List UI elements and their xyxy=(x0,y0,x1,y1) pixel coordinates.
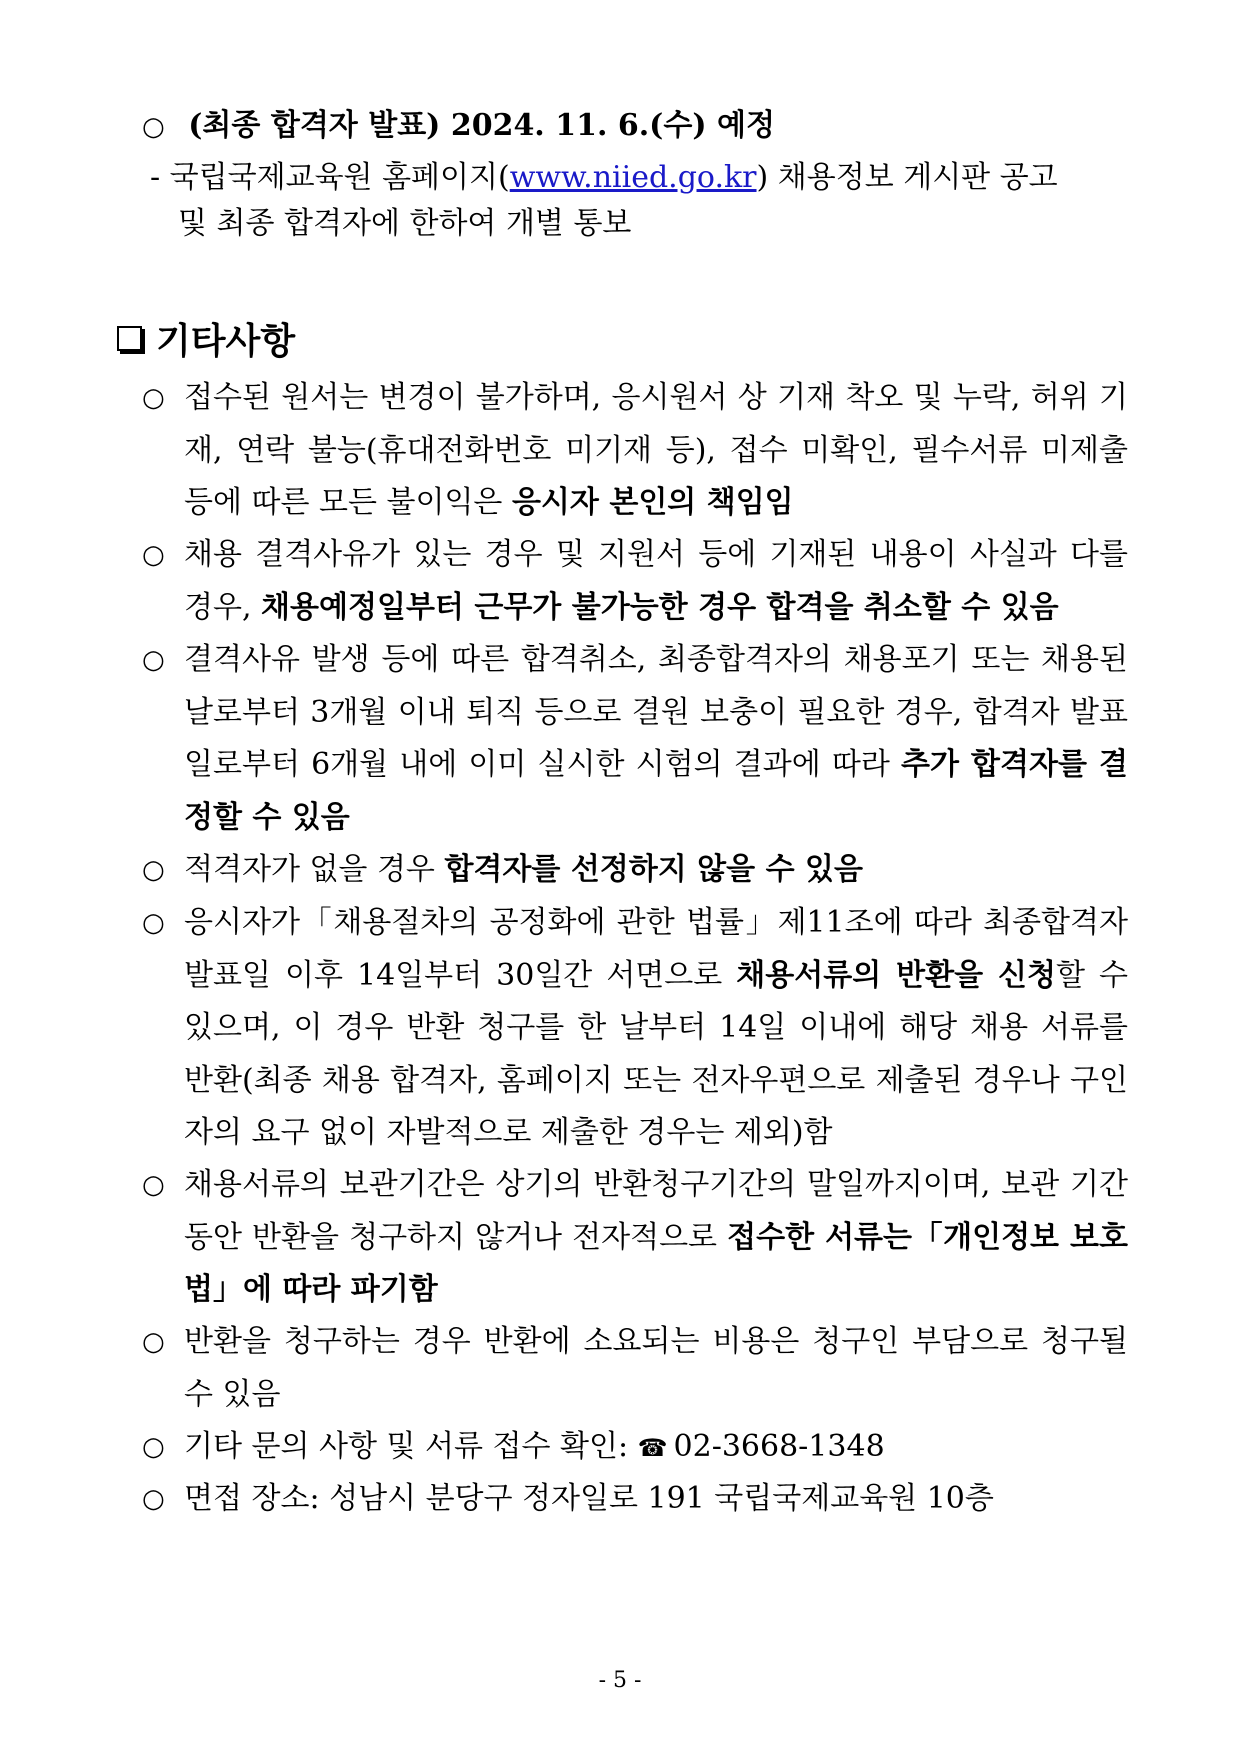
list-item-text: 결격사유 발생 등에 따른 합격취소, 최종합격자의 채용포기 또는 채용된 날로부터 3개월 이내 퇴직 등으로 결원 보충이 필요한 경우, 합격자 발표일로부터 6개월 내에 이미 실시한 시험의 결과에 따라 xyxy=(184,642,1128,782)
announcement-detail-prefix: - 국립국제교육원 홈페이지( xyxy=(150,160,510,195)
list-item-text: 채용서류의 보관기간은 상기의 반환청구기간의 말일까지이며, 보관 기간동안 반환을 청구하지 않거나 전자적으로 xyxy=(184,1167,1128,1255)
list-item-bold-text: 추가 합격자를 결정할 수 있음 xyxy=(184,747,1128,835)
list-item-text: 반환을 청구하는 경우 반환에 소요되는 비용은 청구인 부담으로 청구될 수 있음 xyxy=(184,1324,1128,1412)
list-item-text: 응시자가「채용절차의 공정화에 관한 법률」제11조에 따라 최종합격자 발표일 이후 14일부터 30일간 서면으로 xyxy=(184,905,1128,993)
list-item-bold-text: 합격자를 선정하지 않을 수 있음 xyxy=(444,852,863,887)
list-item-bold-text: 접수한 서류는「개인정보 보호법」에 따라 파기함 xyxy=(184,1219,1128,1307)
list-item xyxy=(184,844,1128,897)
bullet-circle: ○ xyxy=(142,1170,165,1200)
list-item-bold-text: 응시자 본인의 책임임 xyxy=(511,485,794,520)
bullet-circle: ○ xyxy=(142,645,165,675)
bullet-circle: ○ xyxy=(142,112,165,142)
bullet-circle: ○ xyxy=(142,383,165,413)
section-header xyxy=(117,313,295,364)
bullet-circle: ○ xyxy=(142,1432,165,1462)
list-item-text: 할 수 있으며, 이 경우 반환 청구를 한 날부터 14일 이내에 해당 채용 서류를 반환(최종 채용 합격자, 홈페이지 또는 전자우편으로 제출된 경우나 구인자의 요구 없이 자발적으로 제출한 경우는 제외)함 xyxy=(184,957,1128,1150)
list-item xyxy=(184,1159,1128,1317)
list-item-bold-text: 채용서류의 반환을 신청 xyxy=(736,957,1056,993)
bullet-circle: ○ xyxy=(142,908,165,938)
page-number: - 5 - xyxy=(598,1668,642,1693)
list-item-bold-text: 채용예정일부터 근무가 불가능한 경우 합격을 취소할 수 있음 xyxy=(261,589,1059,625)
list-item xyxy=(184,1421,1128,1475)
checkbox-square-icon xyxy=(117,326,142,351)
list-item xyxy=(184,1316,1128,1421)
section-title: 기타사항 xyxy=(156,321,296,362)
list-item xyxy=(184,372,1128,530)
announcement-detail-line2: 및 최종 합격자에 한하여 개별 통보 xyxy=(178,206,632,241)
list-item xyxy=(184,1473,1128,1526)
phone-number: 02-3668-1348 xyxy=(673,1429,885,1464)
announcement-detail xyxy=(150,152,1140,204)
homepage-link[interactable]: www.niied.go.kr xyxy=(509,160,757,195)
announcement-title-text: (최종 합격자 발표) 2024. 11. 6.(수) 예정 xyxy=(188,108,775,143)
list-item xyxy=(184,529,1128,634)
list-item xyxy=(184,897,1128,1160)
phone-icon: ☎ xyxy=(637,1434,668,1462)
bullet-circle: ○ xyxy=(142,855,165,885)
list-item-text: 기타 문의 사항 및 서류 접수 확인: xyxy=(184,1429,638,1464)
list-item-text: 적격자가 없을 경우 xyxy=(184,852,445,887)
list-item xyxy=(184,634,1128,844)
bullet-circle: ○ xyxy=(142,1484,165,1514)
bullet-circle: ○ xyxy=(142,1327,165,1357)
list-item-text: 면접 장소: 성남시 분당구 정자일로 191 국립국제교육원 10층 xyxy=(184,1481,994,1516)
bullet-circle: ○ xyxy=(142,540,165,570)
list-item-text: 접수된 원서는 변경이 불가하며, 응시원서 상 기재 착오 및 누락, 허위 기재, 연락 불능(휴대전화번호 미기재 등), 접수 미확인, 필수서류 미제출 등에 따른 모든 불이익은 xyxy=(184,380,1128,520)
announcement-title xyxy=(142,100,1132,153)
list-item-text: 채용 결격사유가 있는 경우 및 지원서 등에 기재된 내용이 사실과 다를 경우, xyxy=(184,537,1128,625)
announcement-detail-suffix: ) 채용정보 게시판 공고 xyxy=(756,160,1058,195)
